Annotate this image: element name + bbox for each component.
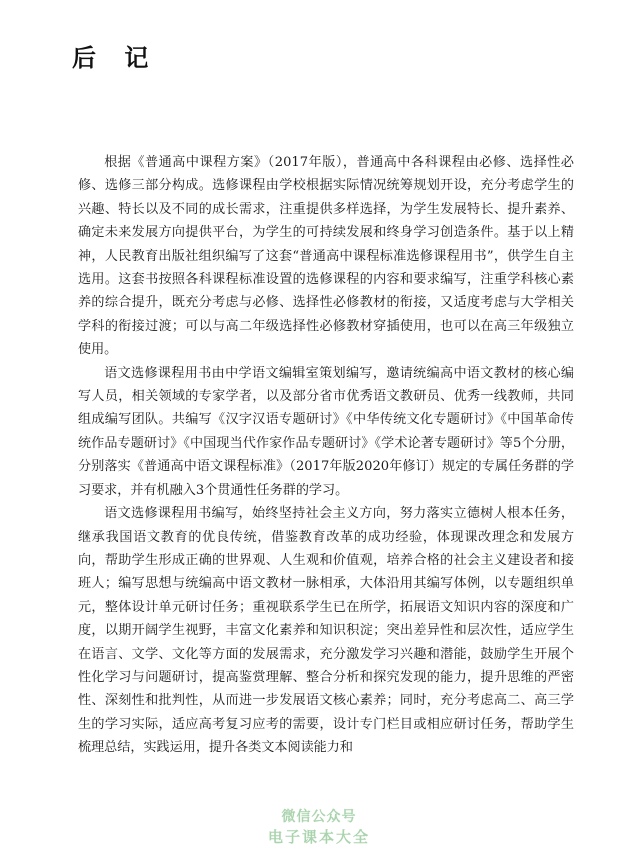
paragraph-1: 根据《普通高中课程方案》（2017年版），普通高中各科课程由必修、选择性必修、选修三部分构成。选修课程由学校根据实际情况统筹规划开设，充分考虑学生的兴趣、特长以及不同的成长需求，注重提供多样选择，为学生发展特长、提升素养、确定未来发展方向提供平台，为学生的可持续发展和终身学习创造条件。基于以上精神，人民教育出版社组织编写了这套“普通高中课程标准选修课程用书”，供学生自主选用。这套书按照各科课程标准设置的选修课程的内容和要求编写，注重学科核心素养的综合提升，既充分考虑与必修、选择性必修教材的衔接，又适度考虑与大学相关学科的衔接过渡；可以与高二年级选择性必修教材穿插使用，也可以在高三年级独立使用。	[78, 155, 574, 358]
paragraph-3: 语文选修课程用书编写，始终坚持社会主义方向，努力落实立德树人根本任务，继承我国语文教育的优良传统，借鉴教育改革的成功经验，体现课改理念和发展方向，帮助学生形成正确的世界观、人生观和价值观，培养合格的社会主义建设者和接班人；编写思想与统编高中语文教材一脉相承，大体沿用其编写体例，以专题组织单元，整体设计单元研讨任务；重视联系学生已在所学，拓展语文知识内容的深度和广度，以期开阔学生视野，丰富文化素养和知识积淀；突出差异性和层次性，适应学生在语言、文学、文化等方面的发展需求，充分激发学习兴趣和潜能，鼓励学生开展个性化学习与问题研讨，提高鉴赏理解、整合分析和探究发现的能力，提升思维的严密性、深刻性和批判性，从而进一步发展语文核心素养；同时，充分考虑高二、高三学生的学习实际，适应高考复习应考的需要，设计专门栏目或相应研讨任务，帮助学生梳理总结，实践运用，提升各类文本阅读能力和	[78, 506, 574, 756]
watermark-line-2: 电子课本大全	[267, 828, 370, 846]
body-text	[78, 151, 574, 760]
page-title: 后 记	[72, 44, 159, 72]
watermark-line-1: 微信公众号	[281, 809, 357, 825]
paragraph-2: 语文选修课程用书由中学语文编辑室策划编写，邀请统编高中语文教材的核心编写人员，相关领域的专家学者，以及部分省市优秀语文教研员、优秀一线教师，共同组成编写团队。共编写《汉字汉语专题研讨》《中华传统文化专题研讨》《中国革命传统作品专题研讨》《中国现当代作家作品专题研讨》《学术论著专题研讨》等5个分册，分别落实《普通高中语文课程标准》（2017年版2020年修订）规定的专属任务群的学习要求，并有机融入3个贯通性任务群的学习。	[78, 365, 574, 498]
